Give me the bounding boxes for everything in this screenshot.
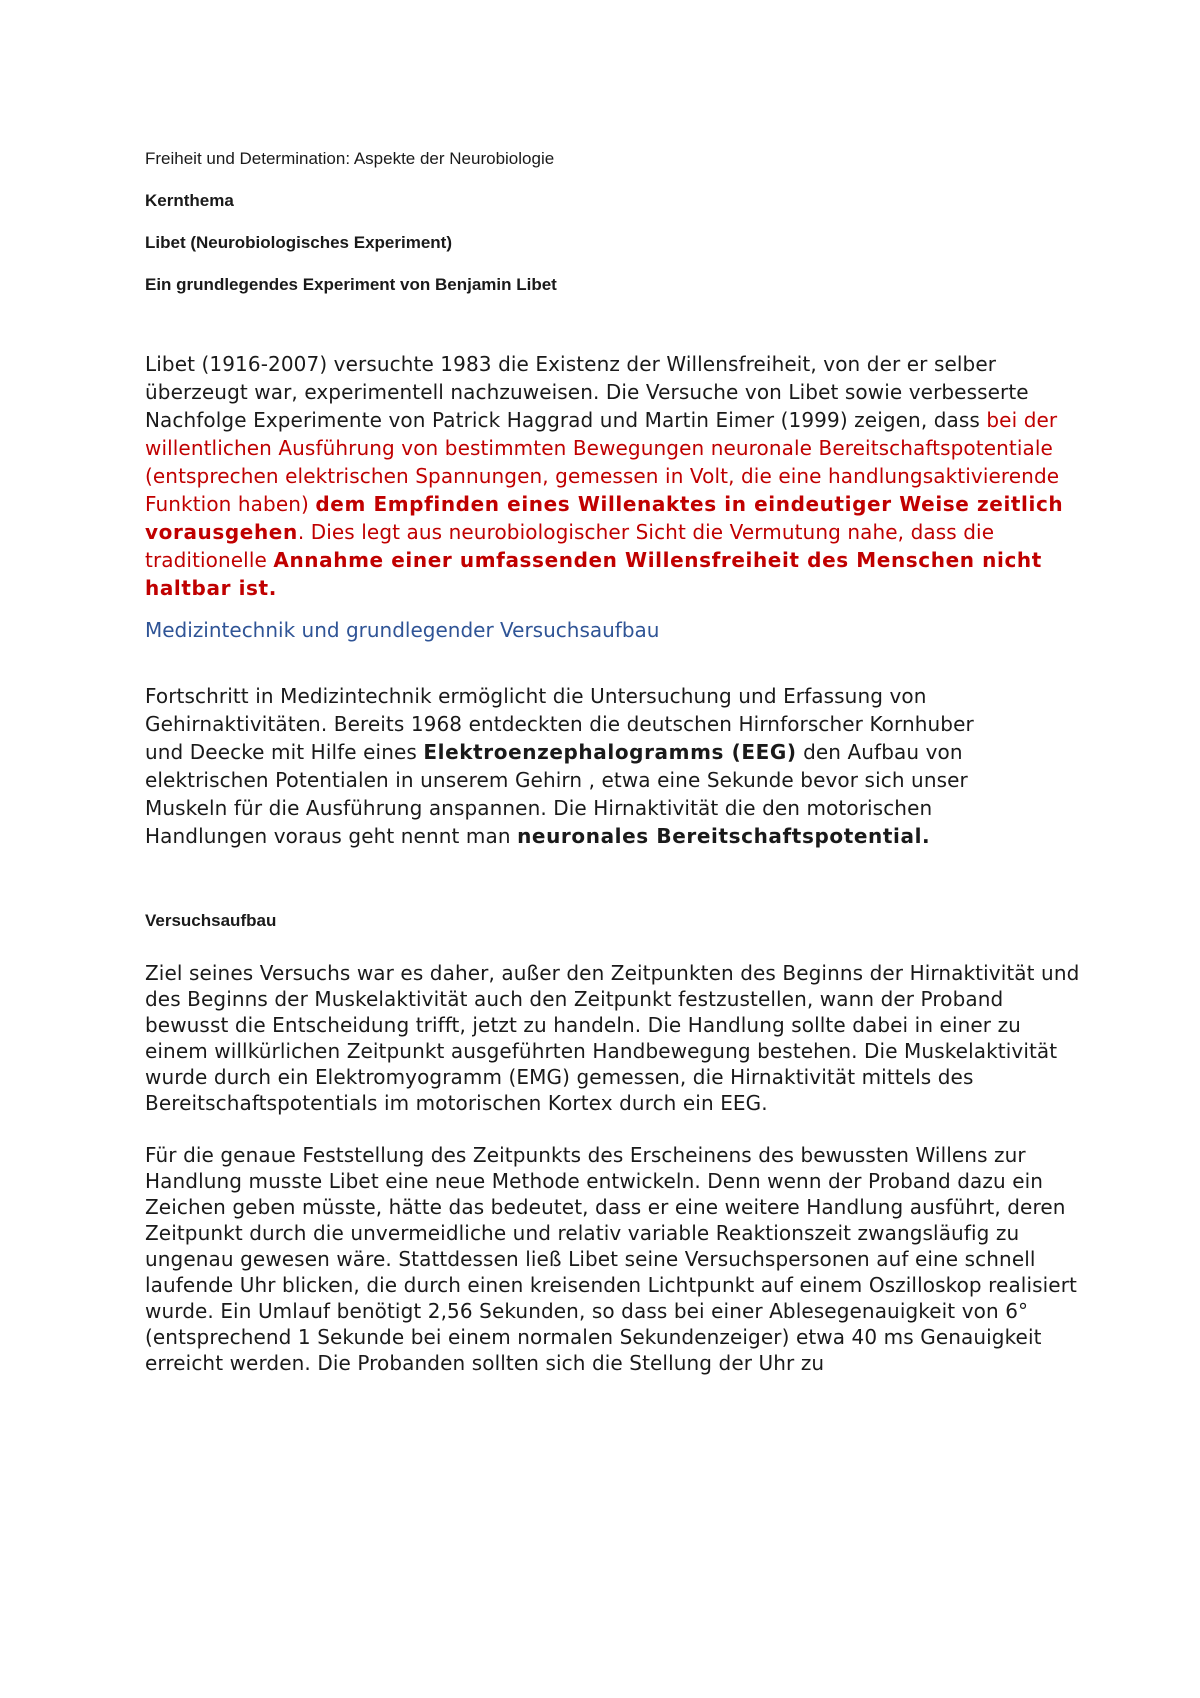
- section-heading-medizintechnik: Medizintechnik und grundlegender Versuchsaufbau: [145, 618, 660, 642]
- paragraph-libet-red-bold-2: Annahme einer umfassenden Willensfreiheit des Menschen nicht haltbar ist.: [145, 548, 1042, 600]
- libet-heading: Libet (Neurobiologisches Experiment): [145, 233, 452, 252]
- paragraph-medizin-middle: den Aufbau von elektrischen Potentialen in unserem Gehirn , etwa eine Sekunde bevor sich unser Muskeln für die Ausführung anspannen. Die Hirnaktivität die den motorischen Handlungen voraus geht nennt man: [145, 740, 968, 848]
- paragraph-libet-intro: Libet (1916-2007) versuchte 1983 die Existenz der Willensfreiheit, von der er selber überzeugt war, experimentell nachzuweisen. Die Versuche von Libet sowie verbesserte Nachfolge Experimente von Patrick Haggrad und Martin Eimer (1999) zeigen, dass: [145, 352, 1029, 432]
- paragraph-libet: [145, 350, 1085, 602]
- document-title: Freiheit und Determination: Aspekte der Neurobiologie: [145, 149, 555, 168]
- paragraph-medizintechnik: [145, 682, 1015, 850]
- paragraph-medizin-bereitschaft: neuronales Bereitschaftspotential.: [517, 824, 931, 848]
- paragraph-versuchsaufbau: Ziel seines Versuchs war es daher, außer den Zeitpunkten des Beginns der Hirnaktivität und des Beginns der Muskelaktivität auch den Zeitpunkt festzustellen, wann der Proband bewusst die Entscheidung trifft, jetzt zu handeln. Die Handlung sollte dabei in einer zu einem willkürlichen Zeitpunkt ausgeführten Handbewegung bestehen. Die Muskelaktivität wurde durch ein Elektromyogramm (EMG) gemessen, die Hirnaktivität mittels des Bereitschaftspotentials im motorischen Kortex durch ein EEG.: [145, 961, 1080, 1115]
- paragraph-libet-red-bold: dem Empfinden eines Willenaktes in eindeutiger Weise zeitlich vorausgehen: [145, 492, 1064, 544]
- paragraph-methode: Für die genaue Feststellung des Zeitpunkts des Erscheinens des bewussten Willens zur Handlung musste Libet eine neue Methode entwickeln. Denn wenn der Proband dazu ein Zeichen geben müsste, hätte das bedeutet, dass er eine weitere Handlung ausführt, deren Zeitpunkt durch die unvermeidliche und relativ variable Reaktionszeit zwangsläufig zu ungenau gewesen wäre. Stattdessen ließ Libet seine Versuchspersonen auf eine schnell laufende Uhr blicken, die durch einen kreisenden Lichtpunkt auf einem Oszilloskop realisiert wurde. Ein Umlauf benötigt 2,56 Sekunden, so dass bei einer Ablesegenauigkeit von 6° (entsprechend 1 Sekunde bei einem normalen Sekundenzeiger) etwa 40 ms Genauigkeit erreicht werden. Die Probanden sollten sich die Stellung der Uhr zu: [145, 1143, 1077, 1375]
- document-content: [145, 148, 1085, 1376]
- paragraph-medizin-intro: Fortschritt in Medizintechnik ermöglicht die Untersuchung und Erfassung von Gehirnaktivitäten. Bereits 1968 entdeckten die deutschen Hirnforscher Kornhuber und Deecke mit Hilfe eines: [145, 684, 974, 764]
- paragraph-libet-red-text: bei der willentlichen Ausführung von bestimmten Bewegungen neuronale Bereitschaftspotentiale (entsprechen elektrischen Spannungen, gemessen in Volt, die eine handlungsaktivierende Funktion haben): [145, 408, 1060, 516]
- paragraph-medizin-eeg: Elektroenzephalogramms (EEG): [423, 740, 797, 764]
- versuchsaufbau-heading: Versuchsaufbau: [145, 911, 277, 930]
- kernthema-heading: Kernthema: [145, 191, 234, 210]
- paragraph-libet-red-text-2: . Dies legt aus neurobiologischer Sicht die Vermutung nahe, dass die traditionelle: [145, 520, 995, 572]
- experiment-subheading: Ein grundlegendes Experiment von Benjamin Libet: [145, 275, 557, 294]
